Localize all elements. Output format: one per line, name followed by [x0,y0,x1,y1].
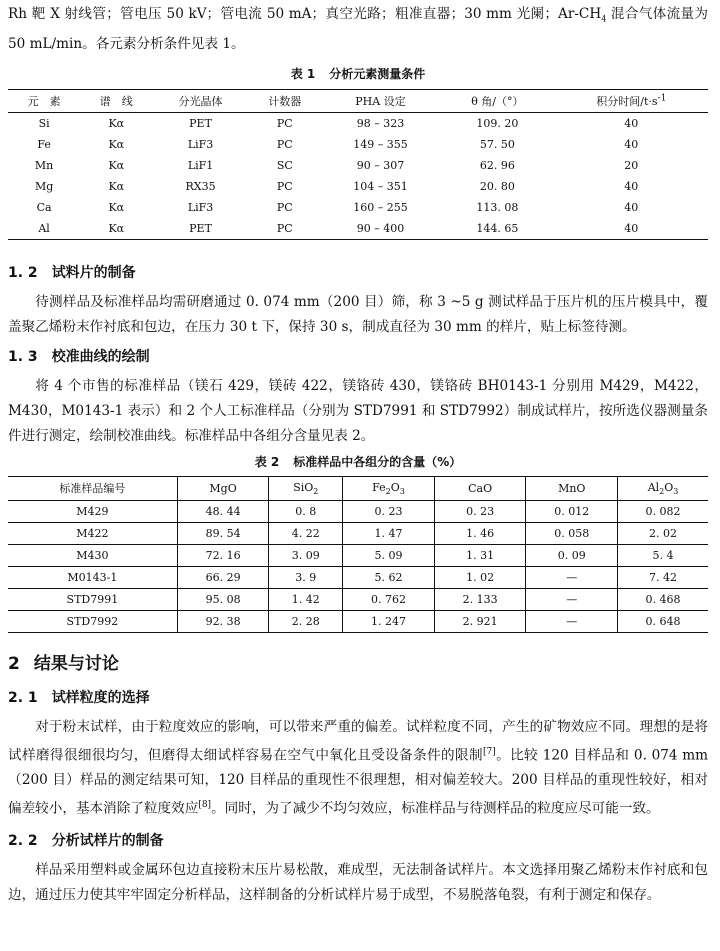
table1-cell: Kα [108,158,125,172]
table2-cell: 2. 921 [434,610,526,632]
table2 [8,476,708,633]
citation-7: [7] [482,746,496,757]
section-2-1-text-2: 。比较 120 目样品和 0. 074 mm（200 目）样品的测定结果可知，120 目样品的重现性不很理想，相对偏差较大。200 目样品的重现性较好，相对偏差较小，基本消除了粒度效应 [8,747,709,817]
table1-cell: 40 [624,179,639,193]
table1-cell: Kα [80,218,152,240]
table2-cell: 7. 42 [618,566,708,588]
section-1-2-heading [8,260,708,286]
table1-cell: Kα [108,116,125,130]
section-1-3-paragraph: 将 4 个市售的标准样品（镁石 429，镁砖 422，镁铬砖 430，镁铬砖 BH0143-1 分别用 M429，M422，M430，M0143-1 表示）和 2 个人工标准样品（分别为 STD7991 和 STD7992）制成试样片，按所选仪器测量条件进行测定，绘制校准曲线。标准样品中各组分含量见表 2。 [8,377,708,444]
table1-cell: 40 [624,116,639,130]
table2-cell: 0. 23 [343,500,435,522]
table1-cell: PC [276,200,293,214]
table2-row [8,588,708,610]
table2-cell: M429 [8,500,177,522]
table1-header-time-text: 积分时间/t·s [596,94,658,108]
table1-cell: LiF3 [187,137,214,151]
table2-cell: 1. 247 [343,610,435,632]
table2-header-text: O [664,480,674,494]
table2-cell: 5. 62 [343,566,435,588]
table1-row [8,155,708,176]
table2-cell: STD7992 [8,610,177,632]
table2-header [269,476,343,500]
table1-cell: PET [189,116,212,130]
table1-cell: 104 – 351 [353,179,408,193]
table1-caption [8,65,708,82]
table2-header [177,476,269,500]
table2-cell: 72. 16 [177,544,269,566]
table1-cell: 57. 50 [479,137,515,151]
table2-cell: 5. 09 [343,544,435,566]
intro-paragraph [8,0,708,57]
table1-cell: Ca [36,200,52,214]
table1-cell: 144. 65 [440,218,555,240]
table2-cell: 0. 23 [434,500,526,522]
table1-cell: 160 – 255 [353,200,408,214]
section-1-2-title: 试料片的制备 [51,264,136,281]
table2-cell: 2. 133 [434,588,526,610]
table2-cell: 0. 012 [526,500,618,522]
table1-cell: 90 – 307 [356,158,405,172]
table1-cell: PET [152,218,248,240]
table1-row [8,134,708,155]
table1-cell: 90 – 400 [321,218,440,240]
section-1-3-heading [8,344,708,370]
table1-row [8,197,708,218]
table2-cell: 0. 648 [618,610,708,632]
section-2-1-paragraph [8,715,708,822]
citation-8: [8] [198,800,212,811]
table1-cell: PC [249,218,321,240]
intro-text: Rh 靶 X 射线管；管电压 50 kV；管电流 50 mA；真空光路；粗准直器；30 mm 光阑；Ar-CH [8,6,602,22]
table2-cell: 5. 4 [618,544,708,566]
table2-cell: 0. 058 [526,522,618,544]
table1-cell: Al [8,218,80,240]
table1-header: θ 角/（°） [440,89,555,112]
table1-cell: SC [276,158,293,172]
table2-header-text: CaO [468,481,493,495]
table1-cell: 40 [555,218,708,240]
table2-cell: 48. 44 [177,500,269,522]
table1-header: PHA 设定 [321,89,440,112]
table2-cell: STD7991 [8,588,177,610]
table2-row [8,566,708,588]
table1-cell: 20 [624,158,639,172]
table2-header-text: 标准样品编号 [59,482,126,496]
table2-row [8,610,708,632]
table1-cell: PC [276,137,293,151]
intro-text-2: 混合气体流量为 50 mL/min。各元素分析条件见表 1。 [8,6,709,52]
table2-cell: 1. 47 [343,522,435,544]
table2-header-subscript: 2 [313,486,319,496]
table2-row [8,500,708,522]
table1-row [8,218,708,240]
table2-cell: 3. 09 [269,544,343,566]
section-2-title: 结果与讨论 [33,653,119,674]
table1-header: 计数器 [249,89,321,112]
table2-cell: 2. 28 [269,610,343,632]
table2-cell: 1. 02 [434,566,526,588]
table2-cell: — [526,588,618,610]
table1-cell: Kα [108,200,125,214]
table1-header: 元 素 [8,89,80,112]
table2-cell: M422 [8,522,177,544]
table1-row [8,176,708,197]
table2-header [434,476,526,500]
table2-cell: 0. 09 [526,544,618,566]
table2-cell: — [526,610,618,632]
table2-header-text: Al [647,480,660,494]
section-2-heading [8,649,708,679]
table2-cell: 0. 762 [343,588,435,610]
table2-caption-title: 标准样品中各组分的含量（%） [293,454,462,469]
intro-subscript: 4 [601,14,607,24]
table1-cell: LiF1 [187,158,214,172]
table2-cell: M0143-1 [8,566,177,588]
table2-cell: 3. 9 [269,566,343,588]
section-2-2-heading [8,828,708,854]
table2-header-text: O [390,480,400,494]
table1-caption-number: 表 1 [290,66,316,81]
table1-cell: PC [276,179,293,193]
section-2-2-title: 分析试样片的制备 [51,832,164,849]
table2-header [343,476,435,500]
section-1-2-paragraph: 待测样品及标准样品均需研磨通过 0. 074 mm（200 目）筛，称 3 ~5 g 测试样品于压片机的压片模具中，覆盖聚乙烯粉末作衬底和包边，在压力 30 t 下，保持 30 s，制成直径为 30 mm 的样片，贴上标签待测。 [8,293,708,335]
table1-header-time [555,89,708,112]
table2-cell: 4. 22 [269,522,343,544]
table2-cell: 0. 468 [618,588,708,610]
table1-header-row [8,89,708,112]
table1-cell: Mn [34,158,54,172]
section-2-1-title: 试样粒度的选择 [51,689,150,706]
table1-cell: Fe [37,137,51,151]
table2-header [8,476,177,500]
table1-cell: Kα [108,179,125,193]
table2-cell: 2. 02 [618,522,708,544]
table1-cell: PC [276,116,293,130]
table1-row [8,112,708,134]
section-1-3-title: 校准曲线的绘制 [51,348,150,365]
table2-cell: 1. 46 [434,522,526,544]
table2-cell: 0. 8 [269,500,343,522]
table1-cell: Kα [108,137,125,151]
section-1-3-number: 1. 3 [8,348,38,365]
table2-header-subscript: 2 [385,486,391,496]
table1-header: 分光晶体 [152,89,248,112]
section-2-number: 2 [8,653,20,674]
table2-caption-number: 表 2 [254,454,280,469]
table2-cell: 66. 29 [177,566,269,588]
table1-header-time-sup: -1 [657,93,667,104]
table2-cell: 89. 54 [177,522,269,544]
table2-header-subscript: 2 [659,486,665,496]
table2-row [8,522,708,544]
section-2-1-text-3: 。同时，为了减少不均匀效应，标准样品与待测样品的粒度应尽可能一致。 [211,800,660,817]
table1-caption-title: 分析元素测量条件 [329,66,426,81]
table1-cell: RX35 [185,179,216,193]
section-2-1-heading [8,685,708,711]
table1-cell: 20. 80 [479,179,515,193]
table2-header-text: MnO [558,481,586,495]
table1-cell: 149 – 355 [353,137,408,151]
table1-cell: 109. 20 [476,116,519,130]
table1-cell: LiF3 [187,200,214,214]
table1-cell: Mg [34,179,54,193]
table1-cell: 40 [624,200,639,214]
table2-cell: 92. 38 [177,610,269,632]
table1-header: 谱 线 [80,89,152,112]
table2-header-subscript: 3 [399,486,405,496]
table2-row [8,544,708,566]
table1-cell: 40 [624,137,639,151]
table1-cell: 62. 96 [479,158,515,172]
table2-cell: 95. 08 [177,588,269,610]
table2-cell: M430 [8,544,177,566]
table1-cell: Si [38,116,50,130]
table2-cell: 1. 42 [269,588,343,610]
table2-header [618,476,708,500]
table1-cell: 113. 08 [476,200,519,214]
table2-cell: 1. 31 [434,544,526,566]
table2-caption [8,453,708,470]
table2-cell: — [526,566,618,588]
section-2-1-text-1: 对于粉末试样，由于粒度效应的影响，可以带来严重的偏差。试样粒度不同，产生的矿物效应不同。理想的是将试样磨得很细很均匀，但磨得太细试样容易在空气中氧化且受设备条件的限制 [8,718,708,764]
table2-header-text: SiO [293,480,314,494]
table2-header [526,476,618,500]
table2-header-row [8,476,708,500]
section-2-1-number: 2. 1 [8,689,38,706]
table2-header-text: MgO [209,481,237,495]
table2-cell: 0. 082 [618,500,708,522]
section-1-2-number: 1. 2 [8,264,38,281]
section-2-2-paragraph: 样品采用塑料或金属环包边直接粉末压片易松散，难成型，无法制备试样片。本文选择用聚乙烯粉末作衬底和包边，通过压力使其牢牢固定分析样品，这样制备的分析试样片易于成型，不易脱落龟裂，有利于测定和保存。 [8,861,708,903]
section-2-2-number: 2. 2 [8,832,38,849]
table1 [8,89,708,240]
table2-header-text: Fe [372,480,386,494]
table2-header-subscript: 3 [673,486,679,496]
table1-cell: 98 – 323 [356,116,405,130]
